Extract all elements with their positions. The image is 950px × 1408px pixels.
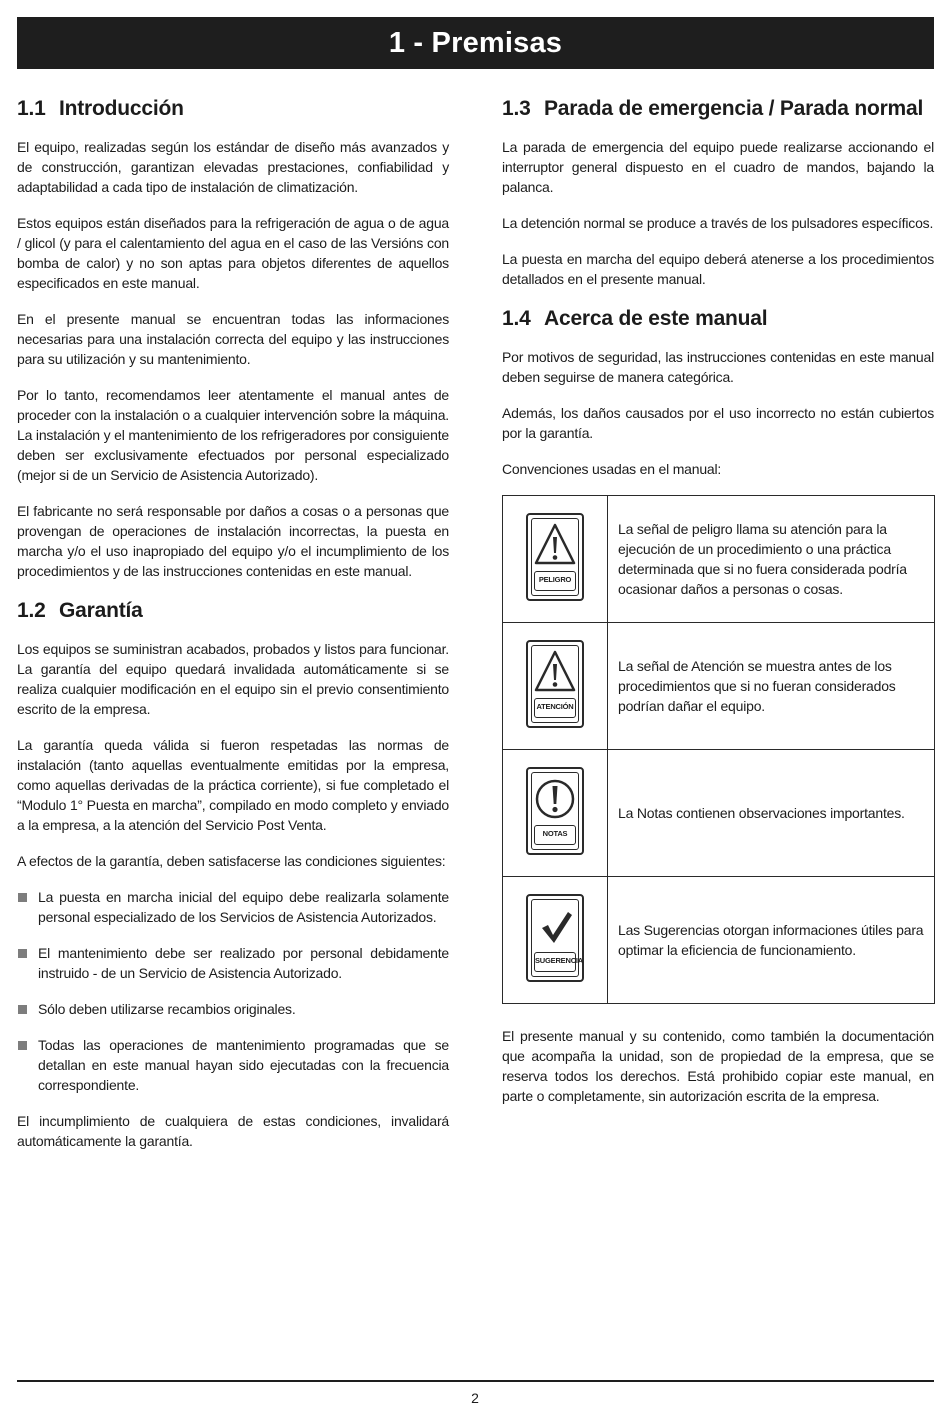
table-row [503, 877, 935, 1004]
convention-description: La señal de peligro llama su atención para la ejecución de un procedimiento o una práctica determinada que si no fuera considerada podría ocasionar daños a personas o cosas. [608, 496, 935, 623]
paragraph: El equipo, realizadas según los estándar de diseño más avanzados y de construcción, garantizan elevadas prestaciones, confiabilidad y adaptabilidad a cada tipo de instalación de climatización. [17, 139, 449, 195]
icon-cell [503, 496, 608, 623]
checkmark-icon [533, 903, 577, 951]
paragraph: Por motivos de seguridad, las instrucciones contenidas en este manual deben seguirse de manera categórica. [502, 349, 934, 385]
icon-cell [503, 877, 608, 1004]
paragraph: Convenciones usadas en el manual: [502, 461, 722, 477]
page-number: 2 [471, 1390, 479, 1406]
section-number: 1.2 [17, 599, 46, 622]
paragraph: La detención normal se produce a través de los pulsadores específicos. [502, 215, 934, 231]
peligro-sign [526, 513, 584, 601]
section-heading-parada [502, 95, 934, 123]
paragraph: Estos equipos están diseñados para la refrigeración de agua o de agua / glicol (y para el calentamiento del agua en el caso de las Versións con bomba de calor) y no son aptas para objetos diferentes de aquellos especificados en este manual. [17, 215, 449, 291]
section-title: Parada de emergencia / Parada normal [544, 97, 924, 120]
square-bullet-icon [18, 1041, 27, 1050]
left-column [17, 95, 449, 1167]
chapter-header [17, 17, 934, 69]
square-bullet-icon [18, 1005, 27, 1014]
convention-description: La señal de Atención se muestra antes de los procedimientos que si no fueran considerados podrían dañar el equipo. [608, 623, 935, 750]
right-column [502, 95, 934, 1122]
exclamation-circle-icon [533, 776, 577, 824]
paragraph: A efectos de la garantía, deben satisfacerse las condiciones siguientes: [17, 853, 446, 869]
sugerencia-sign [526, 894, 584, 982]
list-item [17, 943, 449, 983]
square-bullet-icon [18, 893, 27, 902]
section-title: Garantía [59, 599, 143, 622]
section-number: 1.3 [502, 97, 531, 120]
sign-label: SUGERENCIA [534, 952, 576, 972]
icon-cell [503, 750, 608, 877]
list-item-text: La puesta en marcha inicial del equipo debe realizarla solamente personal especializado de los Servicios de Asistencia Autorizados. [38, 889, 449, 925]
paragraph: El fabricante no será responsable por daños a cosas o a personas que provengan de operaciones de instalación incorrectas, la puesta en marcha y/o el uso inapropiado del equipo y/o el incumplimiento de los procedimientos y de las instrucciones contenidas en este manual. [17, 503, 449, 579]
notas-sign [526, 767, 584, 855]
sign-label: PELIGRO [534, 571, 576, 591]
paragraph: El presente manual y su contenido, como también la documentación que acompaña la unidad, son de propiedad de la empresa, que se reserva todos los derechos. Está prohibido copiar este manual, en parte o completamente, sin autorización escrita de la empresa. [502, 1028, 934, 1104]
icon-cell [503, 623, 608, 750]
convention-description: La Notas contienen observaciones importantes. [608, 750, 935, 877]
paragraph: Los equipos se suministran acabados, probados y listos para funcionar. La garantía del equipo quedará invalidada automáticamente si se realiza cualquier modificación en el equipo sin el previo consentimiento escrito de la empresa. [17, 641, 449, 717]
list-item [17, 1035, 449, 1095]
paragraph: El incumplimiento de cualquiera de estas condiciones, invalidará automáticamente la garantía. [17, 1113, 449, 1149]
paragraph: Por lo tanto, recomendamos leer atentamente el manual antes de proceder con la instalación o a cualquier intervención sobre la máquina. La instalación y el mantenimiento de los refrigeradores por consiguiente deben ser exclusivamente efectuados por personal especializado (mejor si de un Servicio de Asistencia Autorizado). [17, 387, 449, 483]
paragraph: La puesta en marcha del equipo deberá atenerse a los procedimientos detallados en el presente manual. [502, 251, 934, 287]
list-item [17, 887, 449, 927]
conditions-list [17, 887, 449, 1095]
paragraph: Además, los daños causados por el uso incorrecto no están cubiertos por la garantía. [502, 405, 934, 441]
footer-divider [17, 1380, 934, 1382]
sign-label: NOTAS [534, 825, 576, 845]
list-item-text: Sólo deben utilizarse recambios originales. [38, 1001, 296, 1017]
warning-triangle-icon [533, 649, 577, 697]
list-item [17, 999, 449, 1019]
section-number: 1.1 [17, 97, 46, 120]
list-item-text: Todas las operaciones de mantenimiento programadas que se detallan en este manual hayan sido ejecutadas con la frecuencia correspondiente. [38, 1037, 449, 1093]
sign-label: ATENCIÓN [534, 698, 576, 718]
table-row [503, 623, 935, 750]
paragraph: En el presente manual se encuentran todas las informaciones necesarias para una instalación correcta del equipo y las instrucciones para su utilización y su mantenimiento. [17, 311, 449, 367]
paragraph: La parada de emergencia del equipo puede realizarse accionando el interruptor general dispuesto en el cuadro de mandos, bajando la palanca. [502, 139, 934, 195]
section-number: 1.4 [502, 307, 531, 330]
square-bullet-icon [18, 949, 27, 958]
section-heading-garantia [17, 597, 449, 625]
paragraph: La garantía queda válida si fueron respetadas las normas de instalación (tanto aquellas eventualmente emitidas por la empresa, como aquellas derivadas de la práctica corriente), si fue completado el “Modulo 1° Puesta en marcha”, compilado en modo completo y enviado a la empresa, a la atención del Servicio Post Venta. [17, 737, 449, 833]
section-heading-introduccion [17, 95, 449, 123]
table-row [503, 496, 935, 623]
chapter-title: 1 - Premisas [388, 26, 563, 59]
warning-triangle-icon [533, 522, 577, 570]
conventions-table [502, 495, 935, 1004]
section-title: Introducción [59, 97, 184, 120]
list-item-text: El mantenimiento debe ser realizado por personal debidamente instruido - de un Servicio de Asistencia Autorizado. [38, 945, 449, 981]
section-heading-manual [502, 305, 934, 333]
table-row [503, 750, 935, 877]
convention-description: Las Sugerencias otorgan informaciones útiles para optimar la eficiencia de funcionamiento. [608, 877, 935, 1004]
section-title: Acerca de este manual [544, 307, 768, 330]
atencion-sign [526, 640, 584, 728]
